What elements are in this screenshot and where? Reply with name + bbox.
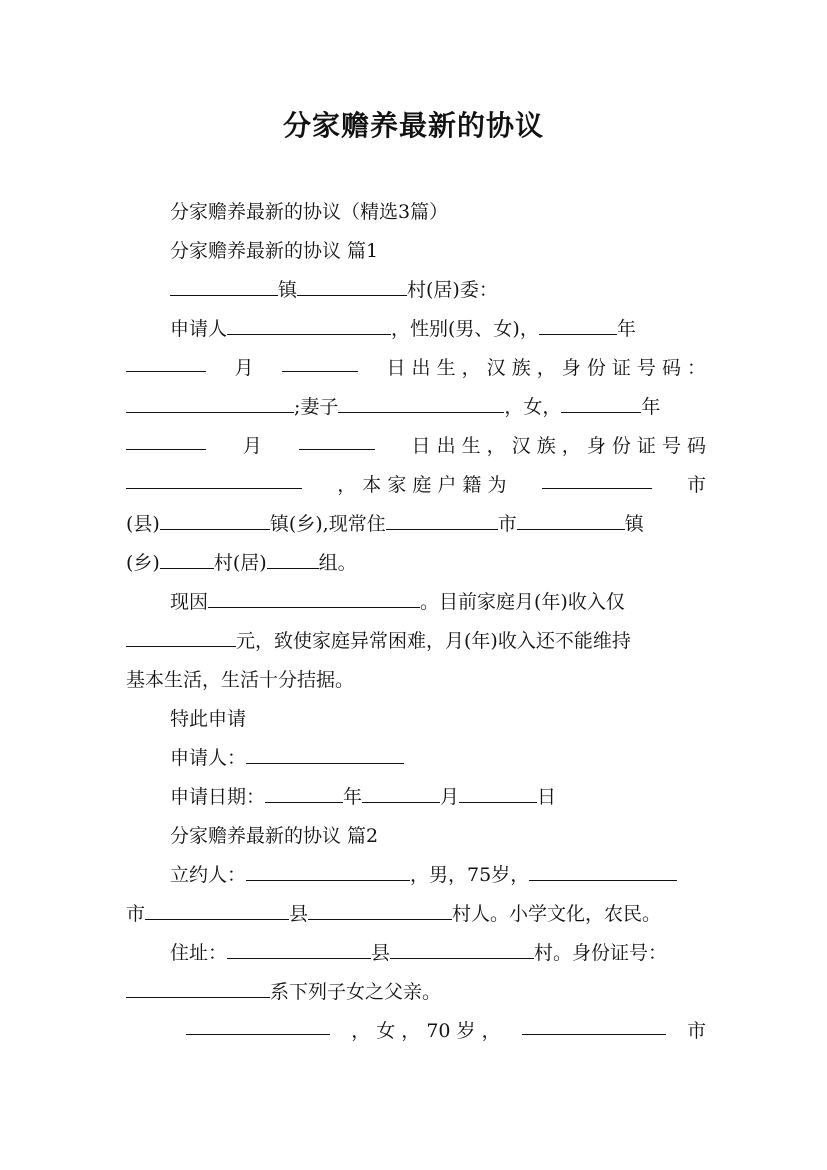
text: 月 [440, 786, 460, 808]
text: 月 [234, 357, 254, 379]
paragraph-line [126, 431, 706, 461]
blank-field [227, 940, 371, 959]
text: 日 [537, 786, 557, 808]
text: 村。身份证号： [534, 942, 668, 964]
blank-field [227, 316, 391, 335]
paragraph-line [170, 275, 706, 305]
blank-field [386, 511, 498, 530]
section-heading [170, 821, 706, 851]
blank-field [282, 353, 358, 372]
blank-field [529, 862, 677, 881]
blank-field [297, 277, 407, 296]
text: 系下列子女之父亲。 [270, 981, 442, 1003]
text: 分家赡养最新的协议 篇2 [170, 825, 379, 847]
text: 市 [126, 903, 146, 925]
blank-field [160, 511, 270, 530]
paragraph-line [126, 548, 706, 578]
text: 基本生活，生活十分拮据。 [126, 669, 355, 691]
text: 镇 [624, 513, 644, 535]
text: 镇 [278, 279, 298, 301]
paragraph-line [186, 1016, 706, 1046]
text: 现因 [170, 591, 209, 613]
document-title: 分家赡养最新的协议 [282, 109, 544, 142]
text: ，男，75岁， [410, 864, 530, 886]
text: (县) [126, 513, 160, 535]
paragraph-line [126, 665, 706, 695]
text: 市 [686, 1020, 706, 1042]
text: 村(居)委： [407, 279, 498, 301]
text: 市 [686, 474, 706, 496]
blank-field [522, 1016, 666, 1035]
blank-field [170, 277, 278, 296]
blank-field [299, 431, 375, 450]
blank-field [267, 550, 319, 569]
paragraph-line [170, 704, 706, 734]
text: 申请日期： [170, 786, 266, 808]
text: 村人。小学文化，农民。 [452, 903, 662, 925]
paragraph-line [126, 470, 706, 500]
paragraph-line [170, 938, 706, 968]
text: 申请人 [170, 318, 228, 340]
text: ;妻子 [294, 396, 339, 418]
text: 县 [371, 942, 391, 964]
paragraph-line [170, 587, 706, 617]
paragraph-line [170, 743, 706, 773]
text: 镇(乡),现常住 [269, 513, 386, 535]
blank-field [186, 1016, 330, 1035]
text: 住址： [170, 942, 228, 964]
text: ，性别(男、女)， [391, 318, 539, 340]
blank-field [517, 511, 625, 530]
text: 组。 [318, 552, 357, 574]
paragraph-line [170, 314, 706, 344]
blank-field [126, 353, 206, 372]
section-heading [170, 236, 706, 266]
paragraph-line [170, 197, 706, 227]
text: 年 [616, 318, 636, 340]
blank-field [126, 470, 302, 489]
text: (乡) [126, 552, 160, 574]
text: 日 出 生 ， 汉 族 ， 身 份 证 号 码 ： [386, 357, 706, 379]
blank-field [126, 394, 294, 413]
blank-field [362, 784, 440, 803]
text: 分家赡养最新的协议 篇1 [170, 240, 379, 262]
text: 立约人： [170, 864, 247, 886]
blank-field [265, 784, 343, 803]
paragraph-line [126, 977, 706, 1007]
paragraph-line [126, 626, 706, 656]
text: 年 [641, 396, 661, 418]
text: 申请人： [170, 747, 247, 769]
blank-field [126, 979, 270, 998]
blank-field [338, 394, 504, 413]
blank-field [246, 745, 404, 764]
text: 村(居) [213, 552, 267, 574]
blank-field [459, 784, 537, 803]
text: ， 本 家 庭 户 籍 为 [337, 474, 507, 496]
text: 县 [289, 903, 309, 925]
paragraph-line [170, 782, 706, 812]
paragraph-line [126, 899, 706, 929]
text: 。目前家庭月(年)收入仅 [420, 591, 625, 613]
text: 分家赡养最新的协议（精选3篇） [170, 201, 449, 223]
blank-field [561, 394, 641, 413]
paragraph-line [170, 860, 706, 890]
paragraph-line [126, 509, 706, 539]
paragraph-line [126, 353, 706, 383]
text: 年 [343, 786, 363, 808]
blank-field [390, 940, 534, 959]
text: 特此申请 [170, 708, 247, 730]
blank-field [308, 901, 452, 920]
blank-field [160, 550, 214, 569]
blank-field [208, 589, 420, 608]
blank-field [539, 316, 617, 335]
text: 月 [242, 435, 262, 457]
blank-field [145, 901, 289, 920]
blank-field [126, 431, 206, 450]
text: 市 [497, 513, 517, 535]
text: ， 女 ， 70 岁 ， [351, 1020, 501, 1042]
blank-field [126, 628, 236, 647]
text: 元，致使家庭异常困难，月(年)收入还不能维持 [236, 630, 631, 652]
blank-field [246, 862, 410, 881]
text: ，女， [504, 396, 562, 418]
text: 日 出 生 ， 汉 族 ， 身 份 证 号 码 [411, 435, 706, 457]
blank-field [542, 470, 652, 489]
paragraph-line [126, 392, 706, 422]
